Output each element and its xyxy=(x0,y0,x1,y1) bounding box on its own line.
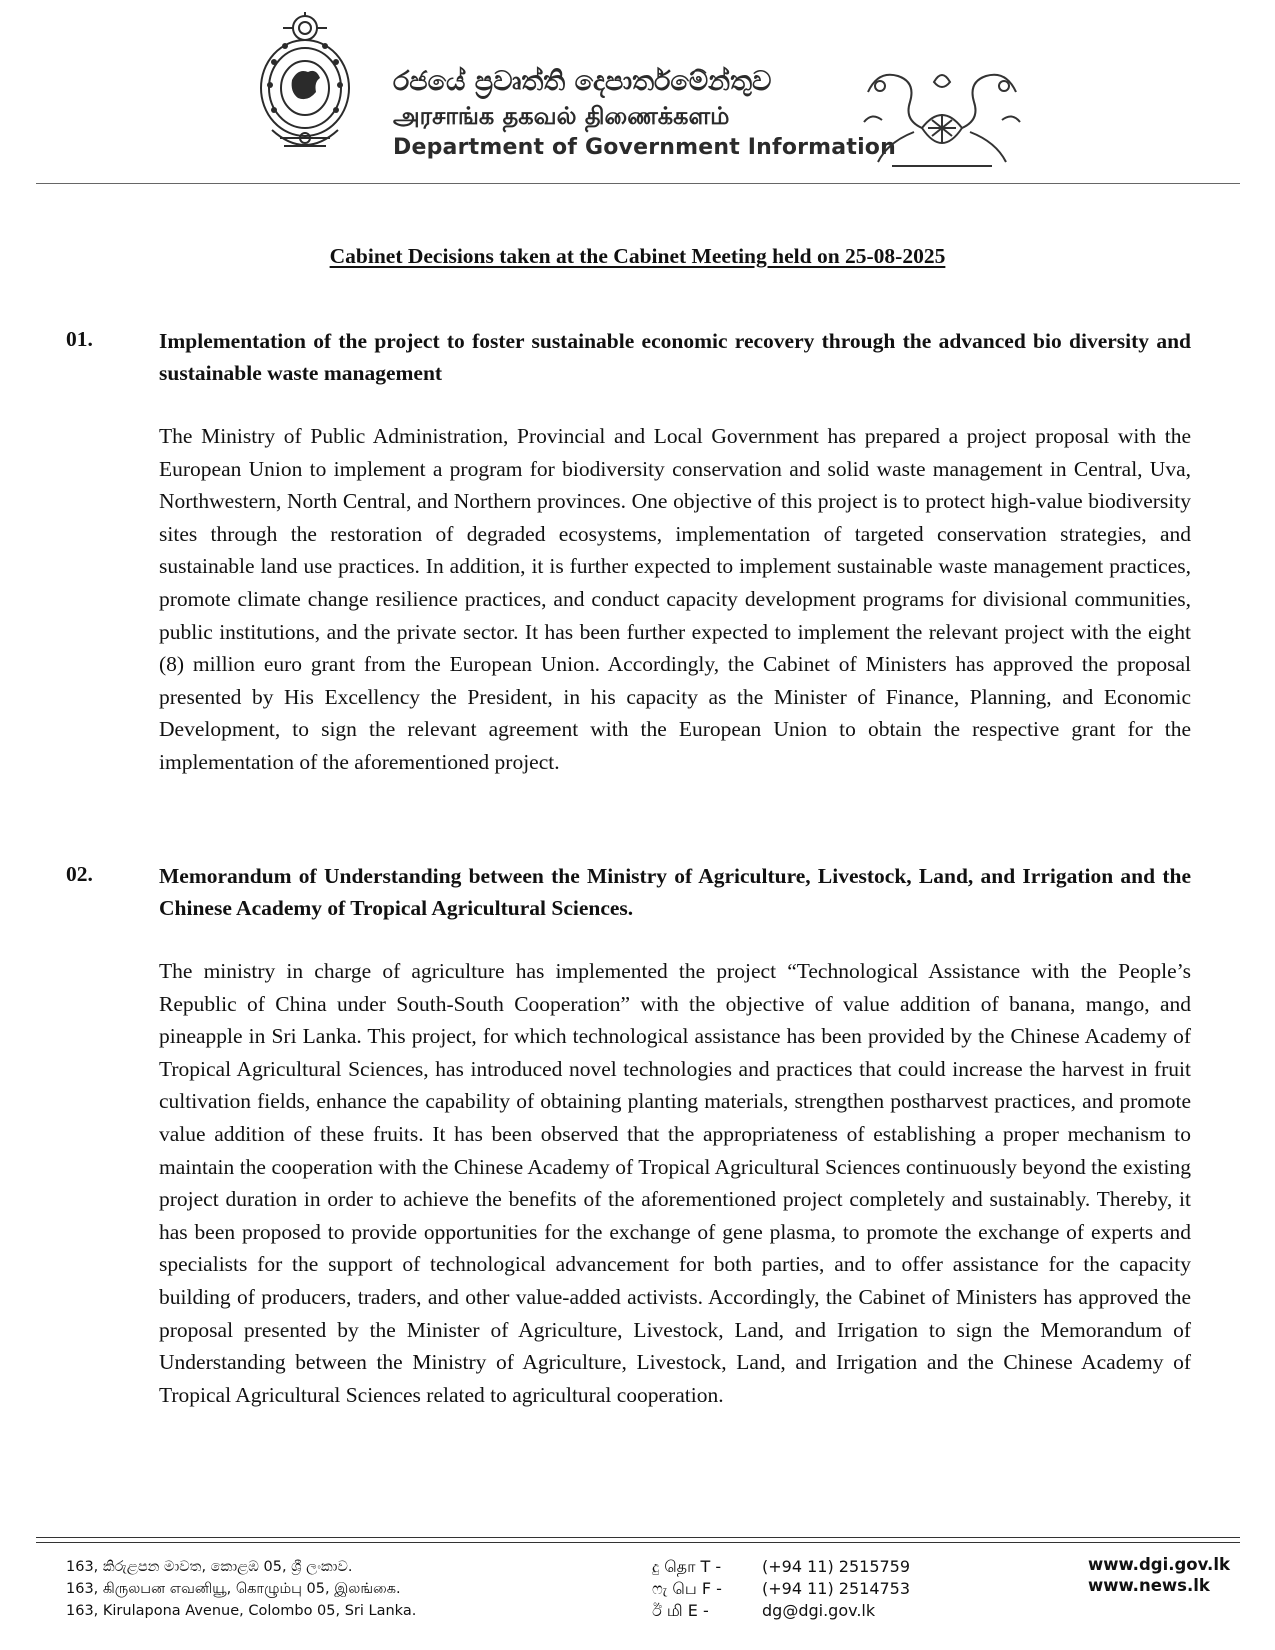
website-link[interactable]: www.dgi.gov.lk xyxy=(1088,1555,1230,1574)
department-name-sinhala: රජයේ ප්‍රවෘත්ති දෙපාර්තමේන්තුව xyxy=(393,66,772,97)
department-name-english: Department of Government Information xyxy=(393,135,896,160)
item-number: 01. xyxy=(66,327,93,351)
department-name-tamil: அரசாங்க தகவல் திணைக்களம் xyxy=(393,102,730,130)
footer-divider xyxy=(36,1537,1240,1538)
item-number: 02. xyxy=(66,862,93,886)
item-heading: Implementation of the project to foster sustainable economic recovery through the advanced bio diversity and sustainable waste management xyxy=(159,329,1191,385)
document-title-text: Cabinet Decisions taken at the Cabinet Meeting held on 25-08-2025 xyxy=(329,244,946,268)
sri-lanka-emblem-icon xyxy=(250,10,360,165)
contact-email xyxy=(652,1600,910,1622)
item-heading: Memorandum of Understanding between the Ministry of Agriculture, Livestock, Land, and Irrigation and the Chinese Academy of Tropical Agricultural Sciences. xyxy=(159,864,1191,920)
department-name-block xyxy=(393,66,896,162)
item-body: The ministry in charge of agriculture has implemented the project “Technological Assistance with the People’s Republic of China under South-South Cooperation” with the objective of value addition of banana, mango, and pineapple in Sri Lanka. This project, for which technological assistance has been provided by the Chinese Academy of Tropical Agricultural Sciences, has introduced novel technologies and practices that could increase the harvest in fruit cultivation fields, enhance the capability of obtaining planting materials, strengthen postharvest practices, and promote value addition of these fruits. It has been observed that the appropriateness of establishing a proper mechanism to maintain the cooperation with the Chinese Academy of Tropical Agricultural Sciences continuously beyond the existing project duration in order to achieve the benefits of the aforementioned project completely and sustainably. Thereby, it has been proposed to provide opportunities for the exchange of gene plasma, to promote the exchange of experts and specialists for the support of technological advancement for both parties, and to offer assistance for the capacity building of producers, traders, and other value-added activists. Accordingly, the Cabinet of Ministers has approved the proposal presented by the Minister of Agriculture, Livestock, Land, and Irrigation to sign the Memorandum of Understanding between the Ministry of Agriculture, Livestock, Land, and Irrigation and the Chinese Academy of Tropical Agricultural Sciences related to agricultural cooperation. xyxy=(159,959,1191,1407)
item-body: The Ministry of Public Administration, Provincial and Local Government has prepared a project proposal with the European Union to implement a program for biodiversity conservation and solid waste management in Central, Uva, Northwestern, North Central, and Northern provinces. One objective of this project is to protect high-value biodiversity sites through the restoration of degraded ecosystems, implementation of targeted conservation strategies, and sustainable land use practices. In addition, it is further expected to implement sustainable waste management practices, promote climate change resilience practices, and conduct capacity development programs for divisional communities, public institutions, and the private sector. It has been further expected to implement the relevant project with the eight (8) million euro grant from the European Union. Accordingly, the Cabinet of Ministers has approved the proposal presented by His Excellency the President, in his capacity as the Minister of Finance, Planning, and Economic Development, to sign the relevant agreement with the European Union to obtain the respective grant for the implementation of the aforementioned project. xyxy=(159,424,1191,774)
header-divider xyxy=(36,183,1240,184)
document-title xyxy=(0,244,1275,269)
contact-fax xyxy=(652,1578,910,1600)
contact-phone xyxy=(652,1556,910,1578)
contact-label: දු தொ T - xyxy=(652,1557,722,1576)
website-link[interactable]: www.news.lk xyxy=(1088,1576,1210,1595)
footer-websites xyxy=(1088,1554,1230,1596)
footer-contacts xyxy=(652,1556,910,1622)
contact-value: dg@dgi.gov.lk xyxy=(762,1601,876,1620)
decorative-swans-icon xyxy=(858,62,1026,172)
footer-divider xyxy=(36,1542,1240,1543)
address-line: 163, කිරුළපන මාවත, කොළඹ 05, ශ්‍රී ලංකාව. xyxy=(66,1559,353,1575)
address-line: 163, Kirulapona Avenue, Colombo 05, Sri Lanka. xyxy=(66,1603,417,1619)
address-line: 163, கிருலபன எவனியூ, கொழும்பு 05, இலங்கை. xyxy=(66,1581,401,1597)
contact-value: (+94 11) 2514753 xyxy=(762,1579,911,1598)
contact-label: ඊ மி E - xyxy=(652,1601,709,1620)
contact-value: (+94 11) 2515759 xyxy=(762,1557,911,1576)
contact-label: ෆැ பெ F - xyxy=(652,1579,722,1598)
footer-address xyxy=(66,1556,416,1622)
